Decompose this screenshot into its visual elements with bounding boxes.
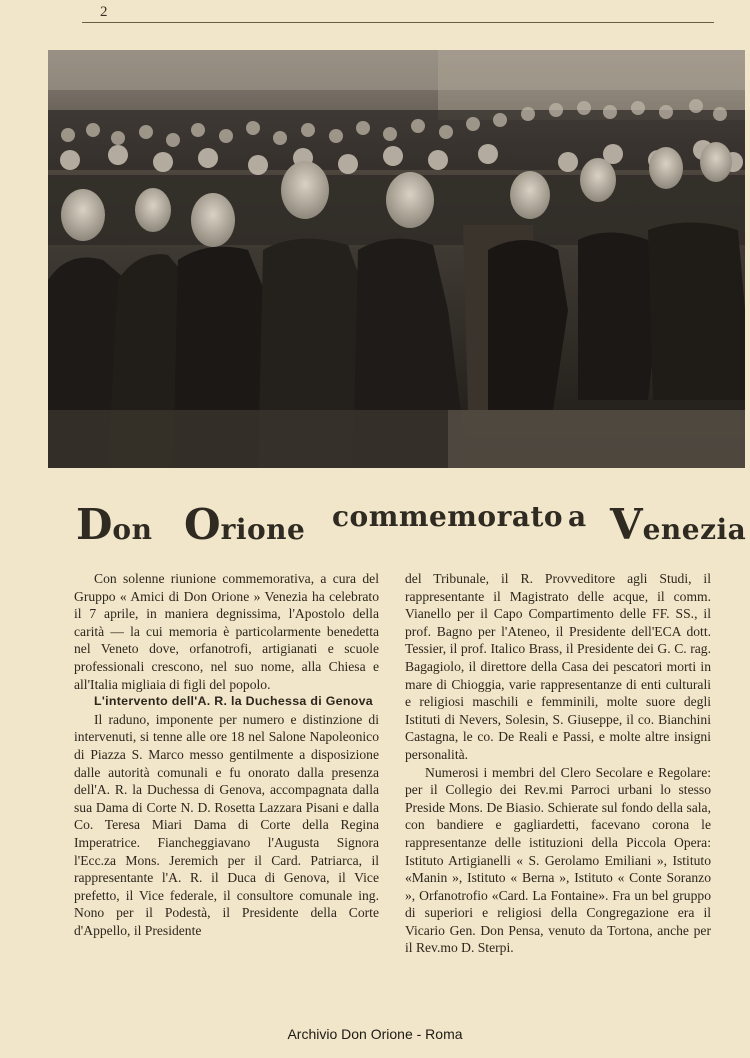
headline-initial-v: V bbox=[610, 500, 643, 549]
top-rule bbox=[82, 22, 714, 23]
audience-photo bbox=[48, 50, 745, 468]
article-paragraph-clero: Numerosi i membri del Clero Secolare e Regolare: per il Collegio dei Rev.mi Parroci urbani lo stesso Preside Mons. De Biasio. Schierate sul fondo della sala, con bandiere e gagliardetti, facevano corona le rappresentanze delle istituzioni della Piccola Opera: Istituto Artigianelli « S. Gerolamo Emiliani », Istituto «Manin », Istituto « Berna », Istituto « Conte Soranzo », Orfanotrofio «Card. La Fontaine». Fra un bel gruppo di superiori e religiosi della Congregazione era il Vicario Gen. Don Pensa, venuto da Tortona, anche per il Rev.mo D. Sterpi. bbox=[405, 764, 711, 956]
article-column-right bbox=[405, 570, 711, 957]
headline-initial-o: O bbox=[184, 500, 221, 549]
headline-word-orione: rione bbox=[220, 513, 306, 546]
headline-initial-d: D bbox=[76, 500, 113, 549]
article-paragraph-raduno: Il raduno, imponente per numero e distinzione di intervenuti, si tenne alle ore 18 nel Salone Napoleonico di Piazza S. Marco messo gentilmente a disposizione dalle autorità comunali e fu onorato dalla presenza dell'A. R. la Duchessa di Genova, accompagnata dalla sua Dama di Corte N. D. Rosetta Lazzara Pisani e dalla Co. Teresa Miari Dama di Corte della Regina Imperatrice. Fiancheggiavano l'Augusta Signora l'Ecc.za Mons. Jeremich per il Card. Patriarca, il rappresentante l'A. R. il Duca di Genova, il Vice prefetto, il Vice federale, il consultore comunale ing. Nono per il Podestà, il Presidente della Corte d'Appello, il Presidente bbox=[74, 711, 379, 938]
article-column-left bbox=[74, 570, 379, 939]
headline-word-a: a bbox=[568, 500, 587, 533]
article-subheading: L'intervento dell'A. R. la Duchessa di Genova bbox=[94, 694, 373, 709]
headline-word-commemorato: commemorato bbox=[332, 500, 564, 533]
article-paragraph-continued: del Tribunale, il R. Provveditore agli Studi, il rappresentante il Magistrato delle acque, il comm. Vianello per il Capo Compartimento delle FF. SS., il prof. Bagno per l'Ateneo, il Presidente dell'ECA dott. Tessier, il prof. Italico Brass, il Presidente dei G. C. rag. Bagagiolo, il direttore della Casa dei pescatori morti in mare di Chioggia, varie rappresentanze di enti culturali e religiosi maschili e femminili, molte suore degli Istituti di Nevers, Solesin, S. Giuseppe, il co. Bianchini Castagna, le co. De Reali e Passi, e molte altre insigni personalità. bbox=[405, 571, 711, 762]
archive-footer: Archivio Don Orione - Roma bbox=[287, 1026, 463, 1042]
article-intro-paragraph: Con solenne riunione commemorativa, a cura del Gruppo « Amici di Don Orione » Venezia ha celebrato il 7 aprile, in maniera degnissima, l'Apostolo della carità — la cui memoria è particolarmente benedetta nel Veneto dove, orfanotrofi, artigianati e scuole professionali crescono, nel suo nome, alla Chiesa e all'Italia migliaia di figli del popolo. bbox=[74, 571, 379, 692]
headline-word-don: on bbox=[112, 513, 153, 546]
headline-word-venezia: enezia bbox=[642, 513, 747, 546]
page-number: 2 bbox=[100, 4, 108, 20]
